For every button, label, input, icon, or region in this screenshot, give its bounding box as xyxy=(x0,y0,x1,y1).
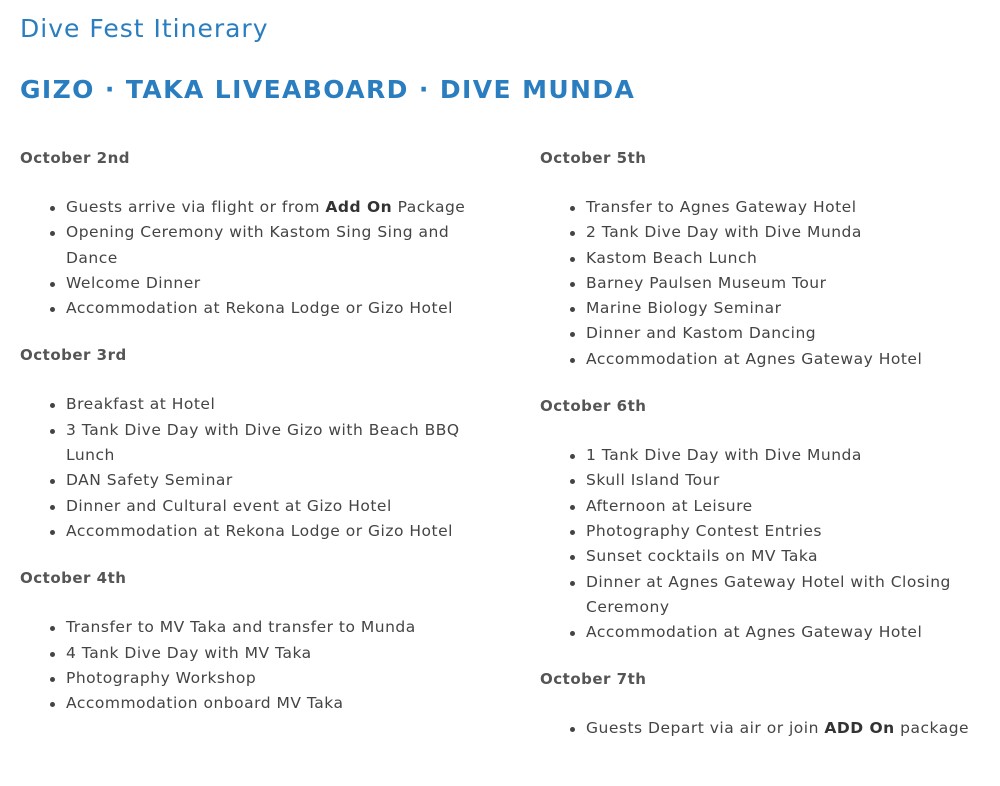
day-oct-7 xyxy=(540,663,990,741)
list-item: Skull Island Tour xyxy=(540,468,990,493)
list-item: Accommodation at Agnes Gateway Hotel xyxy=(540,347,990,372)
day-oct-5 xyxy=(540,142,990,372)
day-heading: October 2nd xyxy=(20,149,131,167)
add-on-emphasis: Add On xyxy=(325,198,393,216)
list-item: Dinner and Cultural event at Gizo Hotel xyxy=(20,494,490,519)
list-item: DAN Safety Seminar xyxy=(20,468,490,493)
day-oct-2 xyxy=(20,142,490,321)
itinerary-right-column xyxy=(540,142,990,742)
list-item: Accommodation at Rekona Lodge or Gizo Hotel xyxy=(20,519,490,544)
list-item: Opening Ceremony with Kastom Sing Sing and Dance xyxy=(20,220,490,271)
list-item: Guests arrive via flight or from Add On Package xyxy=(20,195,490,220)
day-heading: October 7th xyxy=(540,670,647,689)
list-item: Afternoon at Leisure xyxy=(540,494,990,519)
day-item-list xyxy=(540,178,990,372)
route-heading: GIZO · TAKA LIVEABOARD · DIVE MUNDA xyxy=(20,75,636,104)
list-item: Transfer to MV Taka and transfer to Munda xyxy=(20,615,490,640)
list-item: 2 Tank Dive Day with Dive Munda xyxy=(540,220,990,245)
day-heading: October 4th xyxy=(20,569,127,588)
day-item-list xyxy=(540,426,990,645)
list-item: Welcome Dinner xyxy=(20,271,490,296)
list-item: Photography Workshop xyxy=(20,666,490,691)
list-item: Marine Biology Seminar xyxy=(540,296,990,321)
day-oct-6 xyxy=(540,390,990,645)
day-item-list xyxy=(540,699,990,741)
page-title: Dive Fest Itinerary xyxy=(20,14,269,43)
add-on-emphasis: ADD On xyxy=(824,719,895,738)
list-item: Accommodation onboard MV Taka xyxy=(20,691,490,716)
list-item: Kastom Beach Lunch xyxy=(540,246,990,271)
list-item: Barney Paulsen Museum Tour xyxy=(540,271,990,296)
list-item: Accommodation at Rekona Lodge or Gizo Hotel xyxy=(20,296,490,321)
list-item: Dinner at Agnes Gateway Hotel with Closing Ceremony xyxy=(540,570,990,621)
day-item-list xyxy=(20,375,490,544)
list-item: Accommodation at Agnes Gateway Hotel xyxy=(540,620,990,645)
list-item: Sunset cocktails on MV Taka xyxy=(540,544,990,569)
list-item: 1 Tank Dive Day with Dive Munda xyxy=(540,443,990,468)
list-item: 3 Tank Dive Day with Dive Gizo with Beach BBQ Lunch xyxy=(20,418,490,469)
day-oct-4 xyxy=(20,562,490,716)
list-item: Dinner and Kastom Dancing xyxy=(540,321,990,346)
day-item-list xyxy=(20,598,490,716)
day-heading: October 5th xyxy=(540,149,647,167)
list-item: Breakfast at Hotel xyxy=(20,392,490,417)
list-item: Transfer to Agnes Gateway Hotel xyxy=(540,195,990,220)
day-item-list xyxy=(20,178,490,321)
day-heading: October 6th xyxy=(540,397,647,416)
list-item: Photography Contest Entries xyxy=(540,519,990,544)
itinerary-left-column xyxy=(20,142,490,716)
day-oct-3 xyxy=(20,339,490,544)
day-heading: October 3rd xyxy=(20,346,127,365)
list-item: Guests Depart via air or join ADD On package xyxy=(540,716,990,741)
list-item: 4 Tank Dive Day with MV Taka xyxy=(20,641,490,666)
